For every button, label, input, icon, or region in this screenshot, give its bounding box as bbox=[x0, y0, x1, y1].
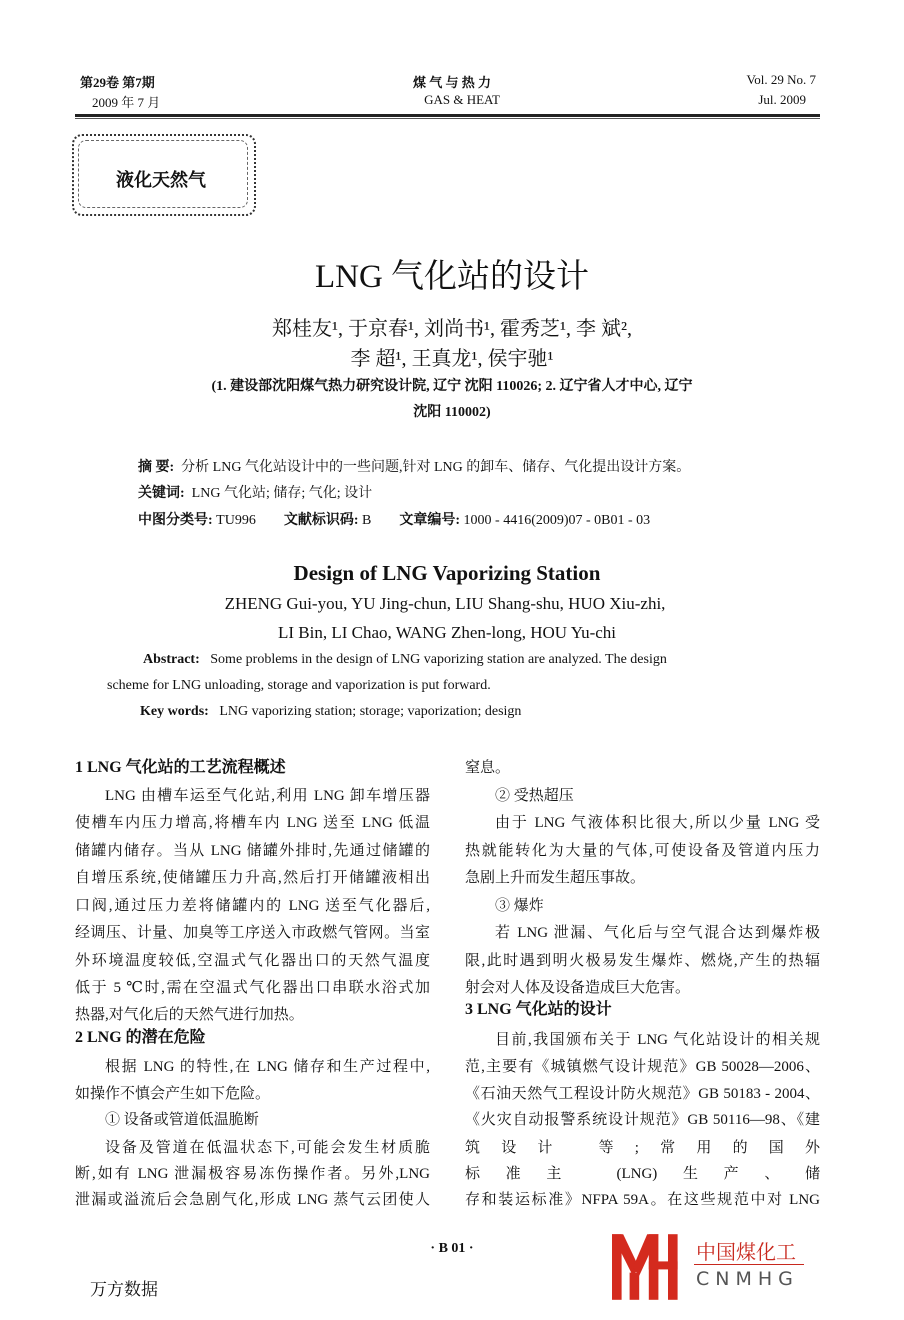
keywords-cn-label: 关键词: bbox=[138, 486, 185, 501]
body-line: 口阀,通过压力差将储罐内的 LNG 送至气化器后, bbox=[75, 898, 430, 914]
journal-name-en: GAS & HEAT bbox=[424, 92, 500, 107]
authors-en-line1: ZHENG Gui-you, YU Jing-chun, LIU Shang-shu, HUO Xiu-zhi, bbox=[224, 594, 666, 613]
date-cn: 2009 年 7 月 bbox=[92, 95, 161, 110]
abstract-cn-text: 分析 LNG 气化站设计中的一些问题,针对 LNG 的卸车、储存、气化提出设计方案。 bbox=[181, 460, 691, 475]
affiliation-line1: (1. 建设部沈阳煤气热力研究设计院, 辽宁 沈阳 110026; 2. 辽宁省人才中心, 辽宁 bbox=[211, 379, 693, 394]
body-line: 窒息。 bbox=[465, 760, 511, 776]
doc-code-label: 文献标识码: bbox=[283, 513, 359, 528]
abstract-cn bbox=[138, 456, 690, 476]
keywords-en-label: Key words: bbox=[140, 704, 209, 719]
footer-source: 万方数据 bbox=[90, 1280, 158, 1300]
body-line: 射会对人体及设备造成巨大危害。 bbox=[465, 980, 691, 996]
paper-title-en: Design of LNG Vaporizing Station bbox=[293, 561, 601, 585]
affiliation-line2: 沈阳 110002) bbox=[413, 405, 491, 420]
article-number-label: 文章编号: bbox=[399, 513, 461, 528]
column-label: 液化天然气 bbox=[116, 170, 206, 191]
article-number-value: 1000 - 4416(2009)07 - 0B01 - 03 bbox=[463, 513, 651, 528]
keywords-cn-text: LNG 气化站; 储存; 气化; 设计 bbox=[191, 486, 373, 501]
authors-en-line2: LI Bin, LI Chao, WANG Zhen-long, HOU Yu-chi bbox=[277, 623, 617, 642]
authors-cn-line2: 李 超¹, 王真龙¹, 侯宇驰¹ bbox=[350, 348, 554, 370]
clc-label: 中图分类号: bbox=[138, 513, 213, 528]
body-line: 热就能转化为大量的气体,可使设备及管道内压力 bbox=[465, 843, 820, 859]
body-line: ① 设备或管道低温脆断 bbox=[105, 1112, 259, 1128]
body-line: 如操作不慎会产生如下危险。 bbox=[75, 1086, 271, 1102]
date-en: Jul. 2009 bbox=[758, 92, 806, 107]
body-line: 筑设计 等;常用的国外 bbox=[465, 1140, 820, 1156]
abstract-en-label: Abstract: bbox=[143, 652, 200, 667]
body-line: 泄漏或溢流后会急剧气化,形成 LNG 蒸气云团使人 bbox=[75, 1192, 430, 1208]
doc-code-value: B bbox=[362, 513, 372, 528]
body-line: 使槽车内压力增高,将槽车内 LNG 送至 LNG 低温 bbox=[75, 815, 430, 831]
watermark-logo bbox=[612, 1234, 684, 1300]
clc-value: TU996 bbox=[216, 513, 256, 528]
journal-name-cn: 煤 气 与 热 力 bbox=[412, 75, 491, 90]
body-line: 根据 LNG 的特性,在 LNG 储存和生产过程中, bbox=[105, 1059, 430, 1075]
body-line: ② 受热超压 bbox=[495, 788, 574, 804]
keywords-en-text: LNG vaporizing station; storage; vaporization; design bbox=[219, 704, 522, 719]
header-rule-thin bbox=[75, 118, 820, 119]
body-line: 目前,我国颁布关于 LNG 气化站设计的相关规 bbox=[495, 1032, 820, 1048]
body-line: 《火灾自动报警系统设计规范》GB 50116—98、《建 bbox=[465, 1112, 820, 1128]
body-line: 《石油天然气工程设计防火规范》GB 50183 - 2004、 bbox=[465, 1086, 820, 1102]
body-line: 自增压系统,使储罐压力升高,然后打开储罐液相出 bbox=[75, 870, 430, 886]
classification-row bbox=[138, 509, 650, 529]
section-heading: 2 LNG 的潜在危险 bbox=[75, 1029, 206, 1046]
body-line: ③ 爆炸 bbox=[495, 898, 544, 914]
body-line: 若 LNG 泄漏、气化后与空气混合达到爆炸极 bbox=[495, 925, 820, 941]
abstract-en-line1 bbox=[143, 652, 667, 668]
body-line: 标准主 (LNG)生产、储 bbox=[465, 1166, 820, 1182]
body-line: 外环境温度较低,空温式气化器出口的天然气温度 bbox=[75, 953, 430, 969]
body-line: 急剧上升而发生超压事故。 bbox=[465, 870, 646, 886]
watermark-divider bbox=[694, 1264, 804, 1265]
body-line: 由于 LNG 气液体积比很大,所以少量 LNG 受 bbox=[495, 815, 820, 831]
page-number: · B 01 · bbox=[430, 1241, 474, 1256]
header-rule bbox=[75, 114, 820, 117]
body-line: 储罐内储存。当从 LNG 储罐外排时,先通过储罐的 bbox=[75, 843, 430, 859]
abstract-en-text1: Some problems in the design of LNG vaporizing station are analyzed. The design bbox=[210, 652, 667, 667]
watermark-text-cn: 中国煤化工 bbox=[696, 1240, 796, 1264]
body-line: 热器,对气化后的天然气进行加热。 bbox=[75, 1007, 304, 1023]
paper-title: LNG 气化站的设计 bbox=[314, 259, 590, 295]
section-heading: 1 LNG 气化站的工艺流程概述 bbox=[75, 759, 286, 776]
body-line: 低于 5 ℃时,需在空温式气化器出口串联水浴式加 bbox=[75, 980, 430, 996]
authors-cn-line1: 郑桂友¹, 于京春¹, 刘尚书¹, 霍秀芝¹, 李 斌², bbox=[272, 318, 632, 340]
keywords-en bbox=[140, 704, 521, 720]
watermark-text-en: CNMHG bbox=[696, 1268, 799, 1290]
volume-issue: 第29卷 第7期 bbox=[80, 75, 155, 90]
volume-en: Vol. 29 No. 7 bbox=[746, 72, 816, 87]
section-heading: 3 LNG 气化站的设计 bbox=[465, 1001, 612, 1018]
body-line: LNG 由槽车运至气化站,利用 LNG 卸车增压器 bbox=[105, 788, 430, 804]
body-line: 设备及管道在低温状态下,可能会发生材质脆 bbox=[105, 1140, 430, 1156]
body-line: 断,如有 LNG 泄漏极容易冻伤操作者。另外,LNG bbox=[75, 1166, 430, 1182]
body-line: 限,此时遇到明火极易发生爆炸、燃烧,产生的热辐 bbox=[465, 953, 820, 969]
abstract-en-text2: scheme for LNG unloading, storage and vaporization is put forward. bbox=[107, 678, 491, 693]
keywords-cn bbox=[138, 482, 372, 502]
abstract-cn-label: 摘 要: bbox=[138, 460, 175, 475]
body-line: 存和装运标准》NFPA 59A。在这些规范中对 LNG bbox=[465, 1192, 820, 1208]
body-line: 经调压、计量、加臭等工序送入市政燃气管网。当室 bbox=[75, 925, 430, 941]
body-line: 范,主要有《城镇燃气设计规范》GB 50028—2006、 bbox=[465, 1059, 820, 1075]
